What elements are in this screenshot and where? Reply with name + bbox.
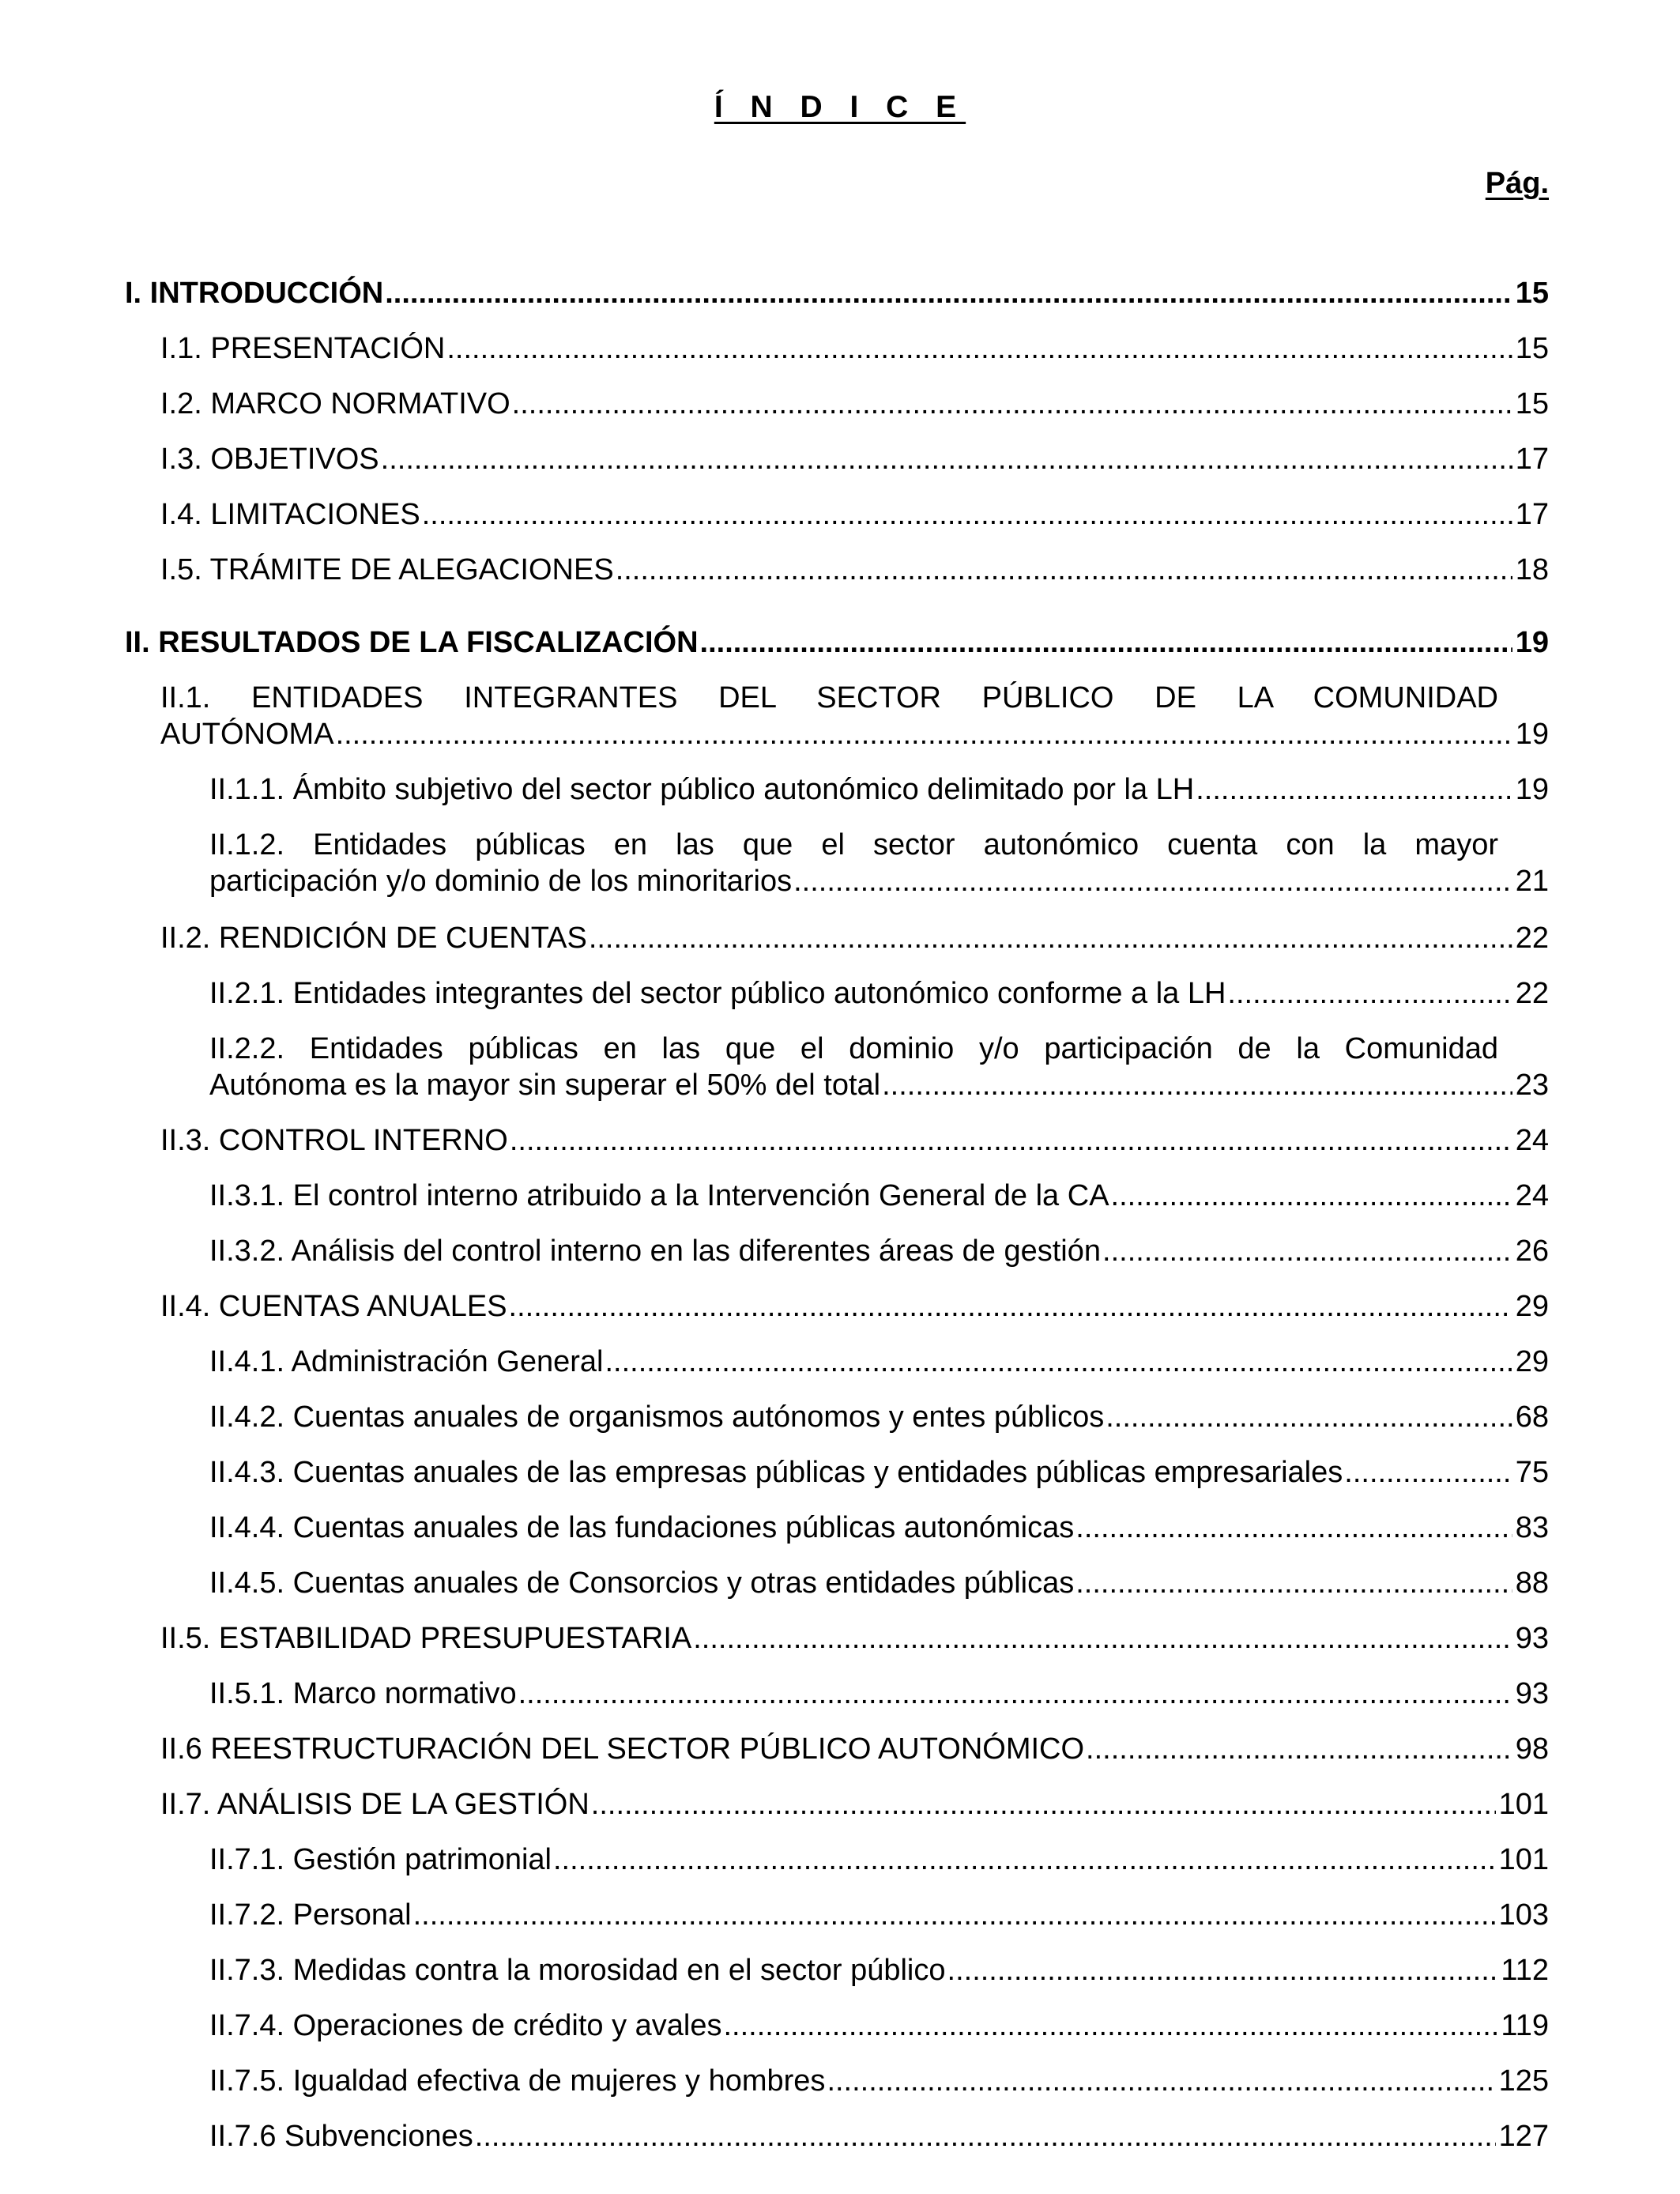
toc-entry-page: 24 bbox=[1515, 1124, 1549, 1157]
toc-entry-page: 83 bbox=[1515, 1511, 1549, 1544]
toc-entry-page: 125 bbox=[1498, 2064, 1549, 2098]
toc-entry[interactable] bbox=[209, 975, 1549, 1012]
leader-dots bbox=[446, 330, 1512, 367]
leader-dots bbox=[882, 1067, 1512, 1103]
toc-entry-text: II.1.1. Ámbito subjetivo del sector público autonómico delimitado por la LH bbox=[209, 773, 1195, 806]
toc-entry[interactable] bbox=[209, 1952, 1549, 1989]
toc-entry-text: II.4.1. Administración General bbox=[209, 1345, 604, 1378]
toc-entry-text: II.6 REESTRUCTURACIÓN DEL SECTOR PÚBLICO AUTONÓMICO bbox=[160, 1732, 1085, 1766]
toc-entry[interactable] bbox=[160, 552, 1549, 588]
toc-entry-text: I.5. TRÁMITE DE ALEGACIONES bbox=[160, 553, 614, 586]
toc-entry-text-line1: II.2.2. Entidades públicas en las que el dominio y/o participación de la Comunidad bbox=[209, 1032, 1498, 1065]
toc-entry-text: II.2.1. Entidades integrantes del sector público autonómico conforme a la LH bbox=[209, 977, 1226, 1010]
leader-dots bbox=[1106, 1399, 1512, 1435]
leader-dots bbox=[723, 2007, 1497, 2044]
toc-entry-page: 21 bbox=[1515, 865, 1549, 898]
leader-dots bbox=[422, 496, 1512, 533]
toc-entry-page: 103 bbox=[1498, 1898, 1549, 1932]
leader-dots bbox=[589, 920, 1512, 956]
toc-entry-page: 22 bbox=[1515, 977, 1549, 1010]
leader-dots bbox=[475, 2118, 1496, 2154]
toc-entry-page: 19 bbox=[1515, 718, 1549, 751]
toc-entry-text: II.4.2. Cuentas anuales de organismos autónomos y entes públicos bbox=[209, 1400, 1105, 1434]
toc-entry-page: 101 bbox=[1498, 1788, 1549, 1821]
leader-dots bbox=[413, 1897, 1496, 1933]
toc-entry-text-line1: II.1.2. Entidades públicas en las que el sector autonómico cuenta con la mayor bbox=[209, 828, 1498, 861]
toc-entry-text: I.4. LIMITACIONES bbox=[160, 498, 420, 531]
leader-dots bbox=[605, 1344, 1512, 1380]
toc-entry-page: 19 bbox=[1515, 773, 1549, 806]
toc-entry[interactable] bbox=[209, 1454, 1549, 1491]
toc-entry[interactable] bbox=[209, 1031, 1549, 1103]
toc-entry[interactable] bbox=[160, 920, 1549, 956]
toc-entry[interactable] bbox=[209, 827, 1549, 899]
toc-entry-text: II.2. RENDICIÓN DE CUENTAS bbox=[160, 922, 587, 955]
toc-entry-page: 15 bbox=[1515, 332, 1549, 365]
toc-entry[interactable] bbox=[209, 1510, 1549, 1546]
toc-entry[interactable] bbox=[209, 2007, 1549, 2044]
leader-dots bbox=[616, 552, 1512, 588]
toc-entry-page: 19 bbox=[1515, 626, 1549, 659]
toc-entry-page: 29 bbox=[1515, 1345, 1549, 1378]
leader-dots bbox=[336, 716, 1512, 752]
toc-entry-text: II.3.2. Análisis del control interno en las diferentes áreas de gestión bbox=[209, 1235, 1102, 1268]
leader-dots bbox=[700, 624, 1512, 661]
leader-dots bbox=[591, 1786, 1496, 1823]
leader-dots bbox=[1075, 1565, 1512, 1601]
leader-dots bbox=[553, 1842, 1496, 1878]
toc-entry-text: I.2. MARCO NORMATIVO bbox=[160, 387, 510, 420]
toc-entry[interactable] bbox=[160, 680, 1549, 752]
toc-entry-page: 93 bbox=[1515, 1622, 1549, 1655]
page-column-header: Pág. bbox=[1485, 167, 1549, 200]
toc-entry[interactable] bbox=[209, 1178, 1549, 1214]
toc-entry[interactable] bbox=[160, 1122, 1549, 1159]
leader-dots bbox=[1086, 1731, 1512, 1767]
toc-entry-text: II.4.4. Cuentas anuales de las fundaciones públicas autonómicas bbox=[209, 1511, 1075, 1544]
toc-entry-page: 68 bbox=[1515, 1400, 1549, 1434]
toc-entry-text: II.4.5. Cuentas anuales de Consorcios y otras entidades públicas bbox=[209, 1566, 1075, 1600]
toc-entry-page: 22 bbox=[1515, 922, 1549, 955]
toc-entry-introduccion[interactable] bbox=[125, 275, 1549, 311]
toc-entry-page: 75 bbox=[1515, 1456, 1549, 1489]
toc-entry[interactable] bbox=[160, 1288, 1549, 1325]
toc-entry-page: 15 bbox=[1515, 387, 1549, 420]
toc-entry[interactable] bbox=[160, 496, 1549, 533]
toc-entry[interactable] bbox=[209, 771, 1549, 808]
toc-entry-text: II.4. CUENTAS ANUALES bbox=[160, 1290, 507, 1323]
toc-entry-text-line2: participación y/o dominio de los minoritarios bbox=[209, 865, 793, 898]
leader-dots bbox=[1196, 771, 1512, 808]
toc-entry-page: 15 bbox=[1515, 277, 1549, 310]
toc-entry-text: II.7.4. Operaciones de crédito y avales bbox=[209, 2009, 722, 2042]
leader-dots bbox=[385, 275, 1512, 311]
index-title: Í N D I C E bbox=[714, 90, 966, 124]
leader-dots bbox=[1344, 1454, 1512, 1491]
toc-entry-page: 29 bbox=[1515, 1290, 1549, 1323]
toc-entry[interactable] bbox=[209, 1344, 1549, 1380]
toc-entry[interactable] bbox=[160, 330, 1549, 367]
toc-entry-resultados[interactable] bbox=[125, 624, 1549, 661]
toc-entry-page: 17 bbox=[1515, 498, 1549, 531]
toc-entry-text: II.3. CONTROL INTERNO bbox=[160, 1124, 508, 1157]
toc-entry-text: II.7.3. Medidas contra la morosidad en el sector público bbox=[209, 1954, 946, 1987]
toc-entry-text: II.5. ESTABILIDAD PRESUPUESTARIA bbox=[160, 1622, 692, 1655]
toc-entry[interactable] bbox=[209, 1897, 1549, 1933]
toc-entry-page: 23 bbox=[1515, 1069, 1549, 1102]
toc-entry-text: I.3. OBJETIVOS bbox=[160, 443, 379, 476]
toc-entry-text-line1: II.1. ENTIDADES INTEGRANTES DEL SECTOR PÚBLICO DE LA COMUNIDAD bbox=[160, 681, 1498, 714]
toc-entry-text-line2: Autónoma es la mayor sin superar el 50% del total bbox=[209, 1069, 881, 1102]
toc-entry-text: II.7.5. Igualdad efectiva de mujeres y hombres bbox=[209, 2064, 826, 2098]
leader-dots bbox=[1227, 975, 1512, 1012]
toc-entry-text: II.3.1. El control interno atribuido a la Intervención General de la CA bbox=[209, 1179, 1109, 1212]
leader-dots bbox=[381, 441, 1512, 477]
leader-dots bbox=[1102, 1233, 1512, 1269]
toc-entry[interactable] bbox=[160, 386, 1549, 422]
leader-dots bbox=[518, 1676, 1512, 1712]
leader-dots bbox=[509, 1288, 1512, 1325]
toc-entry-page: 26 bbox=[1515, 1235, 1549, 1268]
toc-entry[interactable] bbox=[209, 2118, 1549, 2154]
toc-entry-page: 119 bbox=[1501, 2009, 1549, 2042]
toc-entry-text: I.1. PRESENTACIÓN bbox=[160, 332, 446, 365]
toc-entry-page: 93 bbox=[1515, 1677, 1549, 1710]
toc-entry-page: 127 bbox=[1498, 2120, 1549, 2153]
toc-entry-text: II.4.3. Cuentas anuales de las empresas públicas y entidades públicas empresariales bbox=[209, 1456, 1343, 1489]
leader-dots bbox=[510, 1122, 1512, 1159]
leader-dots bbox=[1075, 1510, 1512, 1546]
toc-entry[interactable] bbox=[160, 1786, 1549, 1823]
toc-entry-page: 88 bbox=[1515, 1566, 1549, 1600]
toc-entry-text: II.5.1. Marco normativo bbox=[209, 1677, 517, 1710]
toc-entry[interactable] bbox=[160, 1620, 1549, 1657]
toc-entry-page: 18 bbox=[1515, 553, 1549, 586]
toc-entry[interactable] bbox=[160, 441, 1549, 477]
leader-dots bbox=[512, 386, 1512, 422]
toc-entry-text-line2: AUTÓNOMA bbox=[160, 718, 334, 751]
toc-entry[interactable] bbox=[209, 2063, 1549, 2099]
leader-dots bbox=[793, 863, 1512, 899]
toc-entry[interactable] bbox=[209, 1676, 1549, 1712]
leader-dots bbox=[693, 1620, 1512, 1657]
toc-entry-text: I. INTRODUCCIÓN bbox=[125, 277, 384, 310]
toc-entry-page: 98 bbox=[1515, 1732, 1549, 1766]
toc-entry-text: II. RESULTADOS DE LA FISCALIZACIÓN bbox=[125, 626, 699, 659]
toc-entry-page: 101 bbox=[1498, 1843, 1549, 1876]
toc-entry-text: II.7. ANÁLISIS DE LA GESTIÓN bbox=[160, 1788, 590, 1821]
leader-dots bbox=[827, 2063, 1495, 2099]
toc-entry-text: II.7.1. Gestión patrimonial bbox=[209, 1843, 552, 1876]
toc-entry-page: 17 bbox=[1515, 443, 1549, 476]
toc-entry[interactable] bbox=[160, 1731, 1549, 1767]
toc-entry-page: 112 bbox=[1501, 1954, 1549, 1987]
toc-entry-text: II.7.2. Personal bbox=[209, 1898, 412, 1932]
toc-entry-text: II.7.6 Subvenciones bbox=[209, 2120, 473, 2153]
leader-dots bbox=[947, 1952, 1498, 1989]
toc-entry[interactable] bbox=[209, 1565, 1549, 1601]
toc-entry[interactable] bbox=[209, 1233, 1549, 1269]
toc-entry[interactable] bbox=[209, 1842, 1549, 1878]
toc-entry-page: 24 bbox=[1515, 1179, 1549, 1212]
leader-dots bbox=[1111, 1178, 1512, 1214]
toc-entry[interactable] bbox=[209, 1399, 1549, 1435]
